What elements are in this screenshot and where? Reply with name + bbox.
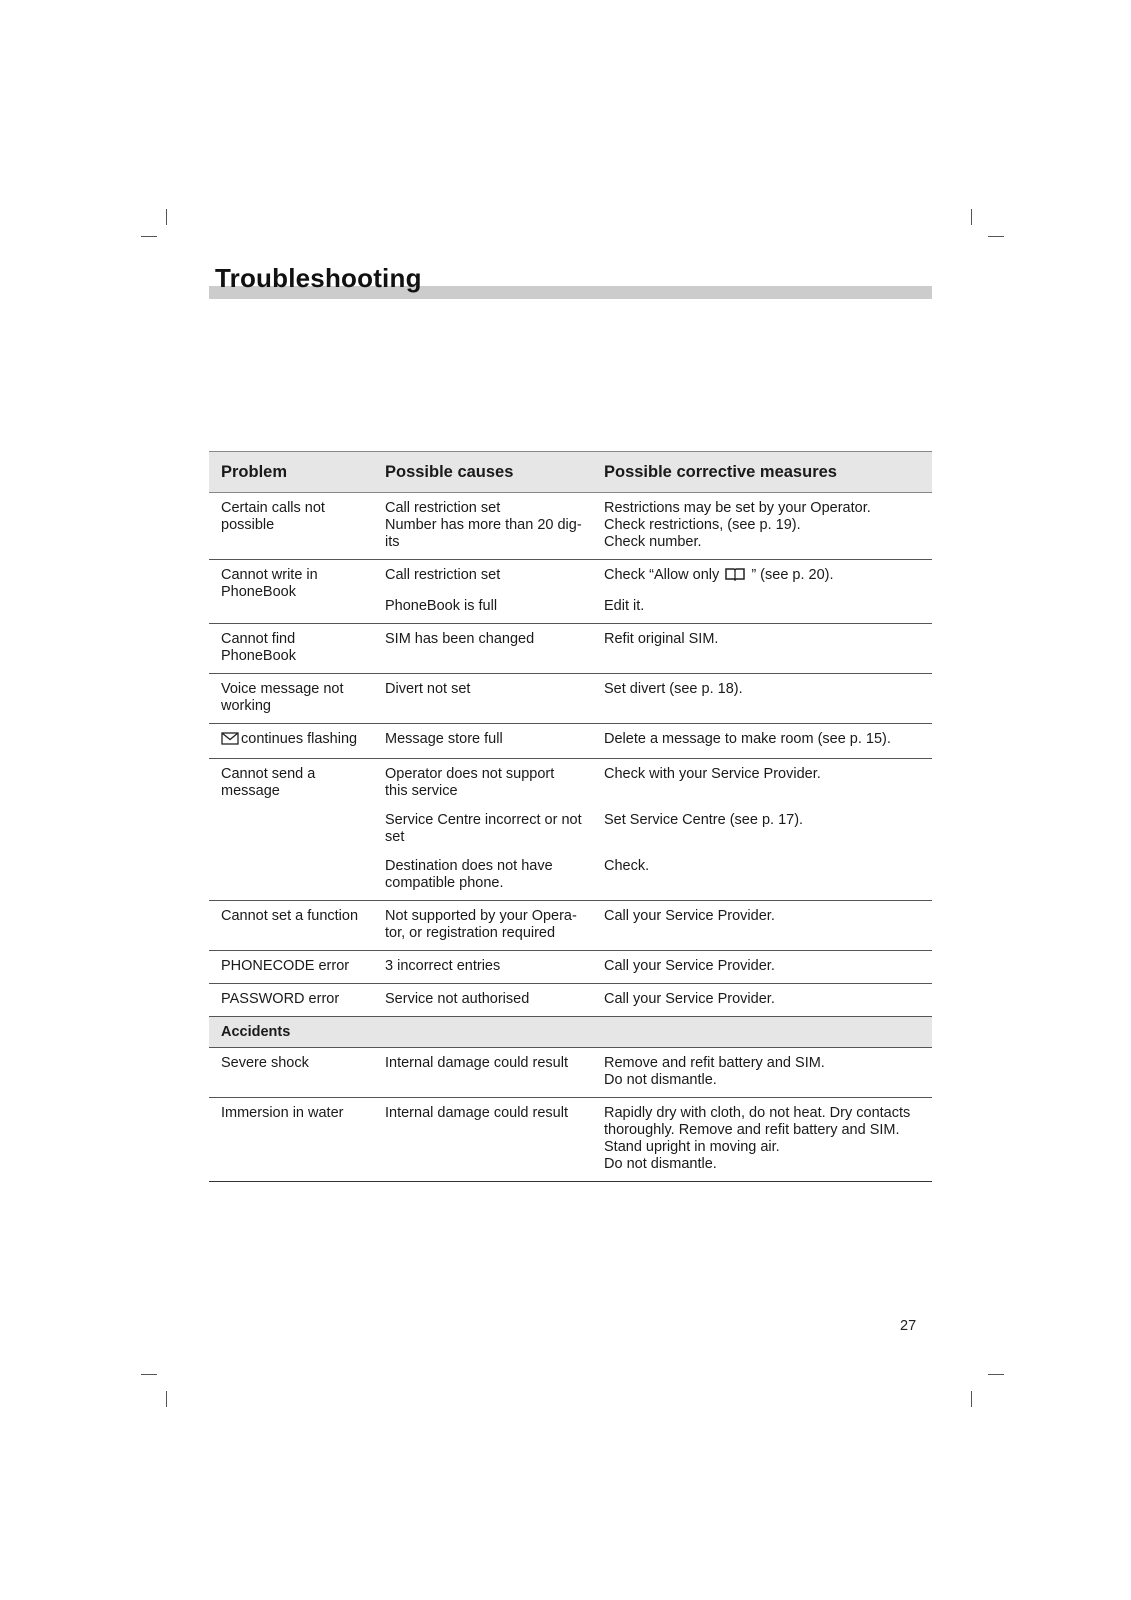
table-row [209, 759, 932, 807]
measure-cell: Call your Service Provider. [592, 951, 932, 984]
measure-text: ” (see p. 20). [751, 567, 834, 583]
cause-cell: Service not authorised [373, 984, 592, 1017]
measure-cell: Call your Service Provider. [592, 901, 932, 951]
measure-cell [592, 1048, 932, 1098]
cause-cell: 3 incorrect entries [373, 951, 592, 984]
table-row [209, 724, 932, 759]
problem-cell: PHONECODE error [209, 951, 373, 984]
problem-cell [209, 674, 373, 724]
crop-mark [141, 236, 157, 237]
header-causes: Possible causes [373, 452, 592, 493]
measure-cell [592, 493, 932, 560]
cause-line: Not supported by your Opera- [385, 908, 577, 924]
measure-cell: Check. [592, 852, 932, 901]
problem-cell: PASSWORD error [209, 984, 373, 1017]
problem-text: Cannot send a message [221, 766, 316, 799]
page-number: 27 [900, 1318, 917, 1334]
crop-mark [971, 1391, 972, 1407]
measure-text: Check “Allow only [604, 567, 720, 583]
measure-cell: Delete a message to make room (see p. 15). [592, 724, 932, 759]
table-row [209, 984, 932, 1017]
measure-line: Do not dismantle. [604, 1156, 717, 1172]
table-row [209, 674, 932, 724]
cause-text: Service Centre incorrect or not set [385, 812, 582, 845]
cause-cell: PhoneBook is full [373, 592, 592, 624]
cause-cell [373, 493, 592, 560]
cause-line: its [385, 534, 400, 550]
header-measures: Possible corrective measures [592, 452, 932, 493]
measure-cell: Refit original SIM. [592, 624, 932, 674]
measure-cell: Set Service Centre (see p. 17). [604, 812, 804, 828]
table-row [209, 951, 932, 984]
page-header [209, 262, 932, 302]
page-title: Troubleshooting [215, 263, 422, 293]
table-row [209, 901, 932, 951]
measure-line: Do not dismantle. [604, 1072, 717, 1088]
measure-line: Check restrictions, (see p. 19). [604, 517, 801, 533]
cause-cell: Call restriction set [385, 567, 501, 583]
accidents-label: Accidents [209, 1017, 932, 1048]
measure-cell: Call your Service Provider. [592, 984, 932, 1017]
measure-cell [592, 1098, 932, 1182]
problem-text: Certain calls not possible [221, 500, 325, 533]
crop-mark [988, 1374, 1004, 1375]
table-header-row [209, 452, 932, 493]
measure-cell [592, 560, 932, 593]
problem-cell: Severe shock [209, 1048, 373, 1098]
measure-line: Rapidly dry with cloth, do not heat. Dry contacts [604, 1105, 911, 1121]
problem-text: Voice message not working [221, 681, 344, 714]
problem-text: Cannot write in PhoneBook [221, 567, 318, 600]
problem-cell [209, 560, 373, 624]
cause-cell [373, 901, 592, 951]
table-row [209, 1048, 932, 1098]
measure-line: Remove and refit battery and SIM. [604, 1055, 825, 1071]
phonebook-icon [725, 567, 745, 586]
crop-mark [971, 209, 972, 225]
measure-line: thoroughly. Remove and refit battery and SIM. [604, 1122, 900, 1138]
table-row [209, 493, 932, 560]
section-header-row [209, 1017, 932, 1048]
problem-cell [209, 493, 373, 560]
crop-mark [141, 1374, 157, 1375]
troubleshooting-table [209, 451, 932, 1182]
measure-line: Restrictions may be set by your Operator. [604, 500, 871, 516]
crop-mark [166, 209, 167, 225]
problem-cell: Immersion in water [209, 1098, 373, 1182]
problem-cell [209, 759, 373, 901]
problem-cell [209, 624, 373, 674]
measure-cell: Edit it. [592, 592, 932, 624]
cause-cell: SIM has been changed [373, 624, 592, 674]
cause-cell: Message store full [373, 724, 592, 759]
cause-line: Call restriction set [385, 500, 501, 516]
cause-line: Number has more than 20 dig- [385, 517, 582, 533]
cause-cell: Internal damage could result [373, 1098, 592, 1182]
envelope-icon [221, 732, 239, 750]
cause-cell [373, 852, 592, 901]
table-row [209, 560, 932, 593]
cause-text: Operator does not support this service [385, 766, 555, 799]
header-problem: Problem [209, 452, 373, 493]
crop-mark [988, 236, 1004, 237]
measure-line: Stand upright in moving air. [604, 1139, 780, 1155]
cause-text: Destination does not have compatible phone. [385, 858, 553, 891]
measure-cell: Check with your Service Provider. [604, 766, 821, 782]
measure-line: Check number. [604, 534, 702, 550]
cause-line: tor, or registration required [385, 925, 556, 941]
crop-mark [166, 1391, 167, 1407]
table-row [209, 1098, 932, 1182]
problem-text: continues flashing [241, 731, 358, 747]
measure-cell: Set divert (see p. 18). [592, 674, 932, 724]
problem-cell: Cannot set a function [209, 901, 373, 951]
table-row [209, 624, 932, 674]
cause-cell [373, 806, 592, 852]
cause-cell: Divert not set [373, 674, 592, 724]
cause-cell: Internal damage could result [373, 1048, 592, 1098]
problem-cell [209, 724, 373, 759]
cause-cell [373, 759, 592, 807]
problem-text: Cannot find PhoneBook [221, 631, 296, 664]
